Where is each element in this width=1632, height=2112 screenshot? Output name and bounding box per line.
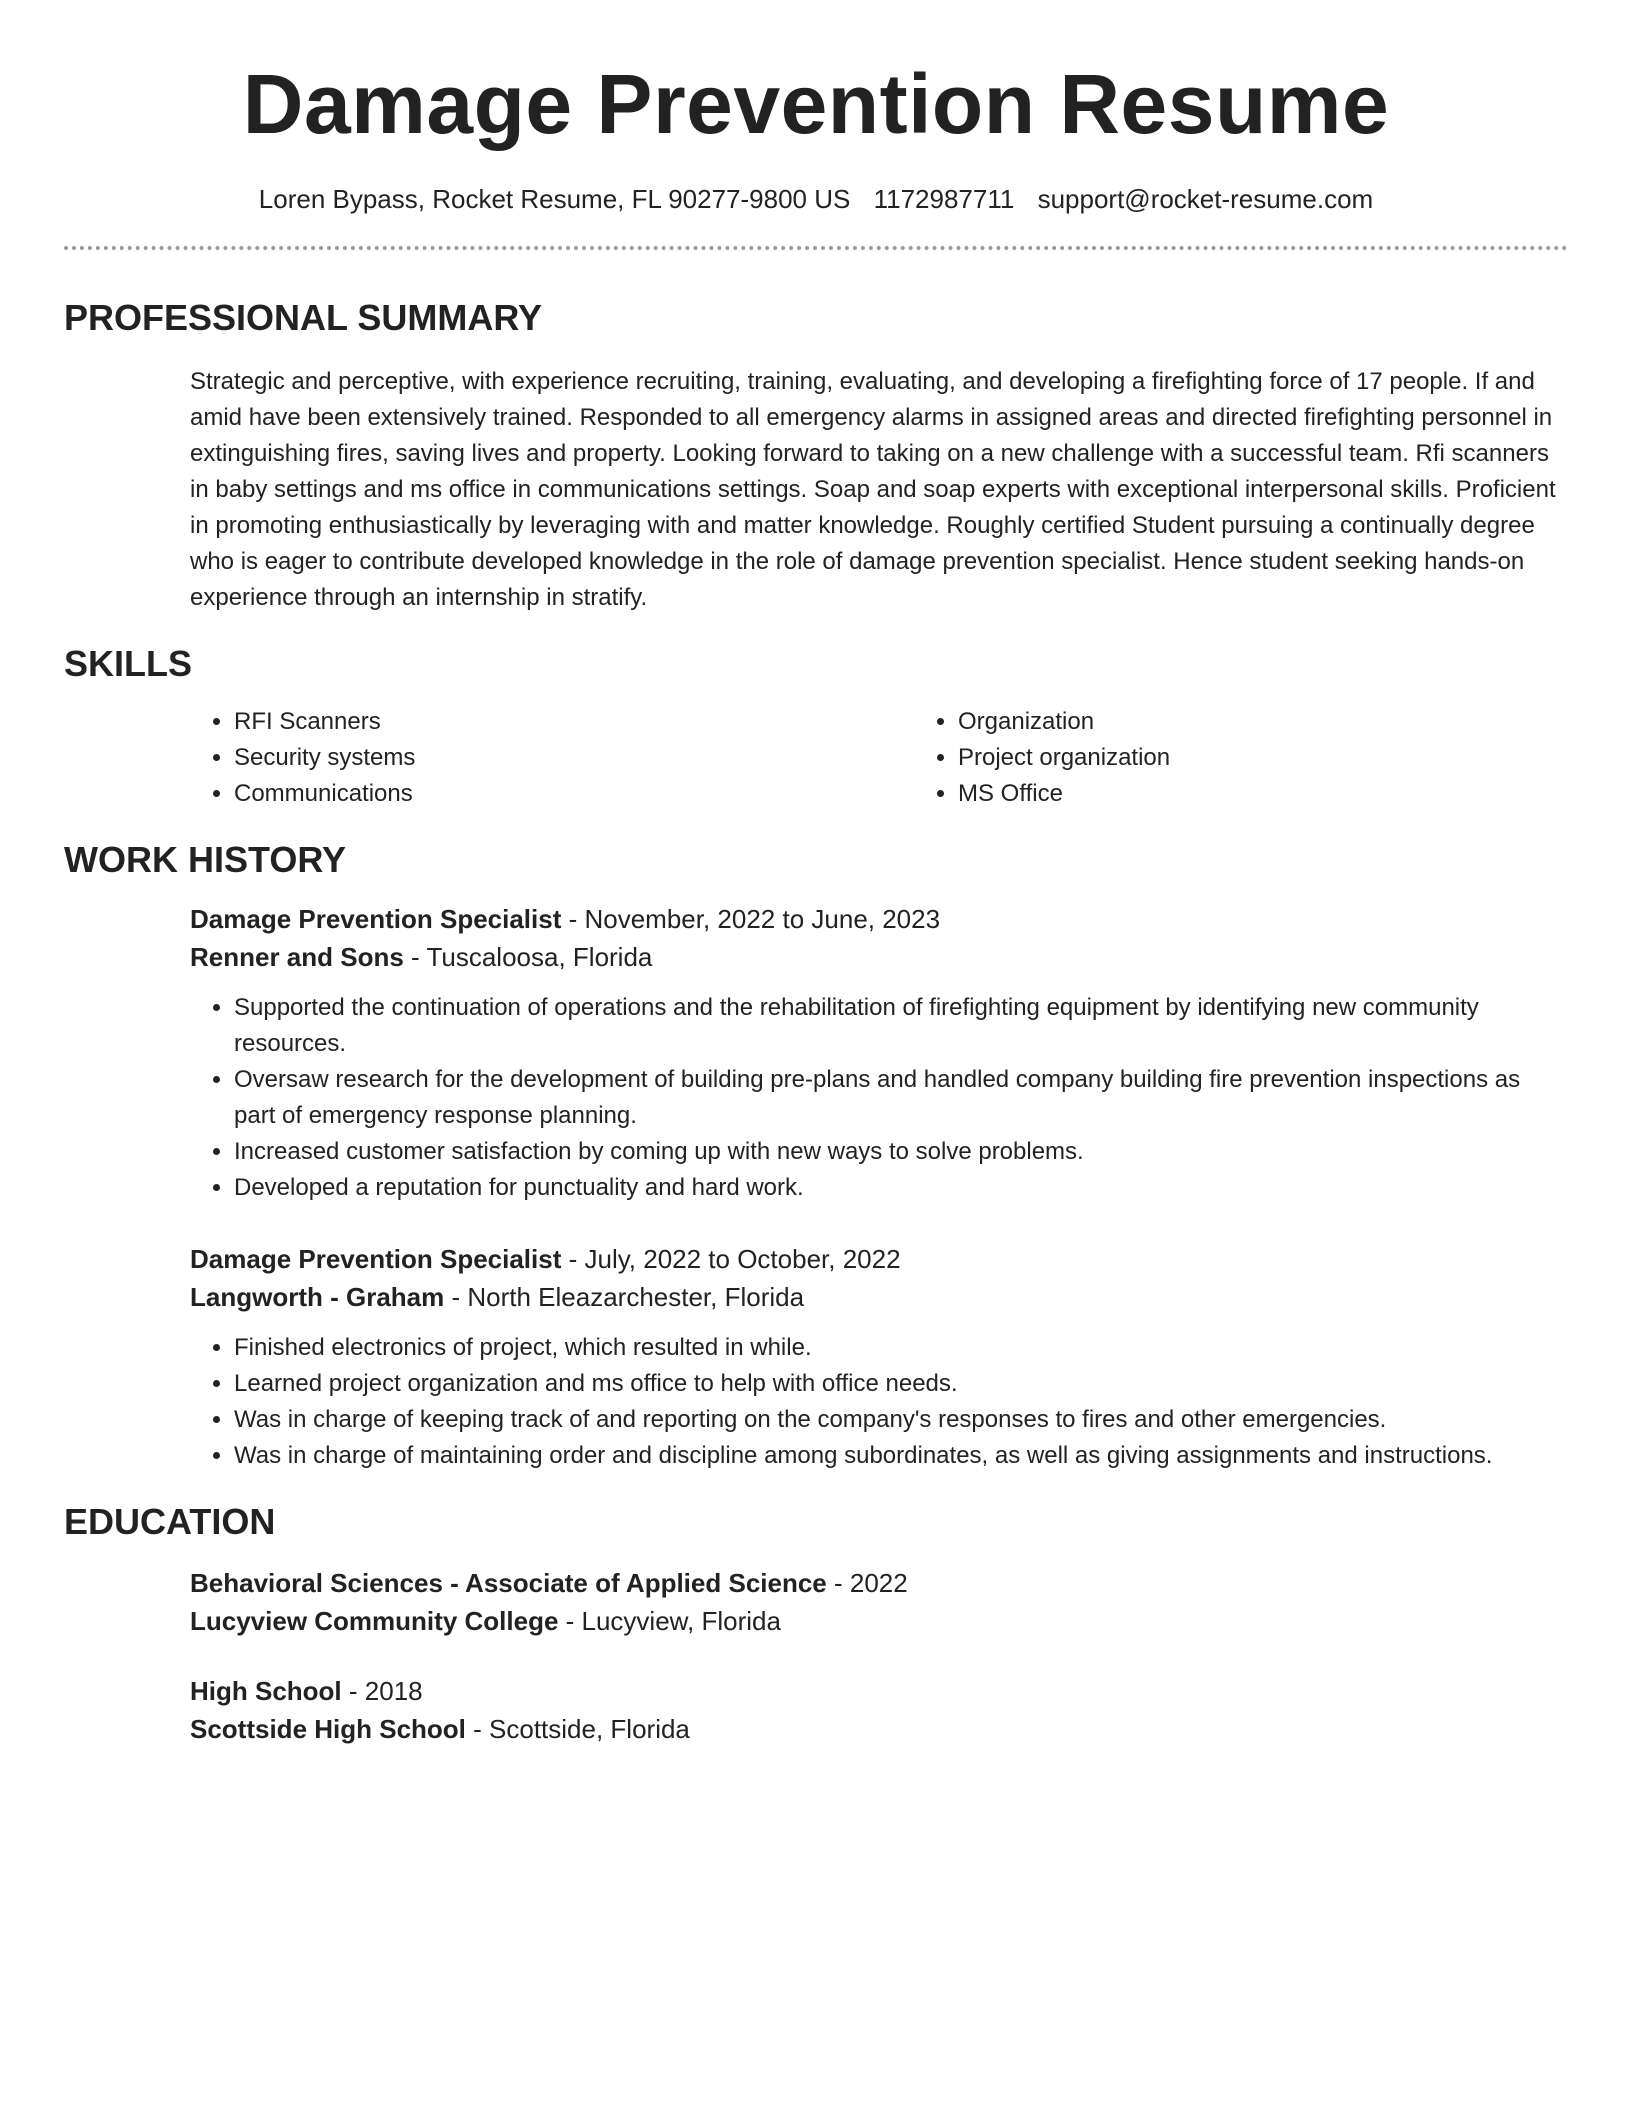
job-company-line: [190, 1278, 1568, 1316]
job-title: Damage Prevention Specialist: [190, 1244, 562, 1274]
job-bullet: • Was in charge of keeping track of and reporting on the company's responses to fires and other emergencies.: [234, 1402, 1568, 1438]
job-company: Langworth - Graham: [190, 1282, 445, 1312]
education-degree: High School: [190, 1676, 342, 1706]
education-entry: [190, 1564, 1568, 1640]
education-location: - Lucyview, Florida: [558, 1606, 781, 1636]
education-degree-line: [190, 1672, 1568, 1710]
skill-item: • Security systems: [234, 740, 914, 776]
skills-column-left: [190, 704, 914, 812]
job-dates: - November, 2022 to June, 2023: [561, 904, 941, 934]
skill-item: • Organization: [958, 704, 1170, 740]
job-location: - Tuscaloosa, Florida: [403, 942, 653, 972]
education-school-line: [190, 1710, 1568, 1748]
job-company-line: [190, 938, 1568, 976]
job-bullets: [190, 990, 1568, 1206]
job-title: Damage Prevention Specialist: [190, 904, 562, 934]
work-history-heading: WORK HISTORY: [64, 839, 347, 880]
job-bullet: • Developed a reputation for punctuality and hard work.: [234, 1170, 1568, 1206]
job-entry: [190, 1240, 1568, 1474]
skill-item: • MS Office: [958, 776, 1170, 812]
education-school-line: [190, 1602, 1568, 1640]
job-bullet: • Was in charge of maintaining order and discipline among subordinates, as well as giving assignments and instructions.: [234, 1438, 1568, 1474]
contact-email: support@rocket-resume.com: [1037, 184, 1374, 214]
job-bullet: • Increased customer satisfaction by coming up with new ways to solve problems.: [234, 1134, 1568, 1170]
education-degree-line: [190, 1564, 1568, 1602]
contact-line: [64, 182, 1568, 216]
skill-item: • RFI Scanners: [234, 704, 914, 740]
skills-column-right: [914, 704, 1170, 812]
summary-text: Strategic and perceptive, with experience recruiting, training, evaluating, and developing a firefighting force of 17 people. If and amid have been extensively trained. Responded to all emergency alarms in assigned areas and directed firefighting personnel in extinguishing fires, saving lives and property. Looking forward to taking on a new challenge with a successful team. Rfi scanners in baby settings and ms office in communications settings. Soap and soap experts with exceptional interpersonal skills. Proficient in promoting enthusiastically by leveraging with and matter knowledge. Roughly certified Student pursuing a continually degree who is eager to contribute developed knowledge in the role of damage prevention specialist. Hence student seeking hands-on experience through an internship in stratify.: [190, 368, 1556, 611]
skill-item: • Project organization: [958, 740, 1170, 776]
job-bullets: [190, 1330, 1568, 1474]
education-school: Lucyview Community College: [190, 1606, 559, 1636]
skill-item: • Communications: [234, 776, 914, 812]
job-location: - North Eleazarchester, Florida: [444, 1282, 805, 1312]
summary-heading: PROFESSIONAL SUMMARY: [64, 297, 543, 338]
education-location: - Scottside, Florida: [465, 1714, 690, 1744]
job-bullet: • Learned project organization and ms office to help with office needs.: [234, 1366, 1568, 1402]
education-year: - 2018: [341, 1676, 423, 1706]
header-divider: [64, 246, 1568, 250]
education-year: - 2022: [826, 1568, 908, 1598]
contact-phone: 1172987711: [873, 184, 1015, 214]
job-dates: - July, 2022 to October, 2022: [561, 1244, 901, 1274]
job-bullet: • Finished electronics of project, which resulted in while.: [234, 1330, 1568, 1366]
education-heading: EDUCATION: [64, 1501, 276, 1542]
skills-heading: SKILLS: [64, 643, 193, 684]
job-title-line: [190, 1240, 1568, 1278]
contact-address: Loren Bypass, Rocket Resume, FL 90277-9800 US: [258, 184, 851, 214]
education-school: Scottside High School: [190, 1714, 466, 1744]
skills-list: [190, 704, 1568, 812]
job-bullet: • Supported the continuation of operations and the rehabilitation of firefighting equipment by identifying new community resources.: [234, 990, 1568, 1062]
job-title-line: [190, 900, 1568, 938]
job-company: Renner and Sons: [190, 942, 404, 972]
education-entry: [190, 1672, 1568, 1748]
job-bullet: • Oversaw research for the development of building pre-plans and handled company building fire prevention inspections as part of emergency response planning.: [234, 1062, 1568, 1134]
education-degree: Behavioral Sciences - Associate of Applied Science: [190, 1568, 827, 1598]
resume-title: Damage Prevention Resume: [242, 57, 1390, 151]
job-entry: [190, 900, 1568, 1206]
